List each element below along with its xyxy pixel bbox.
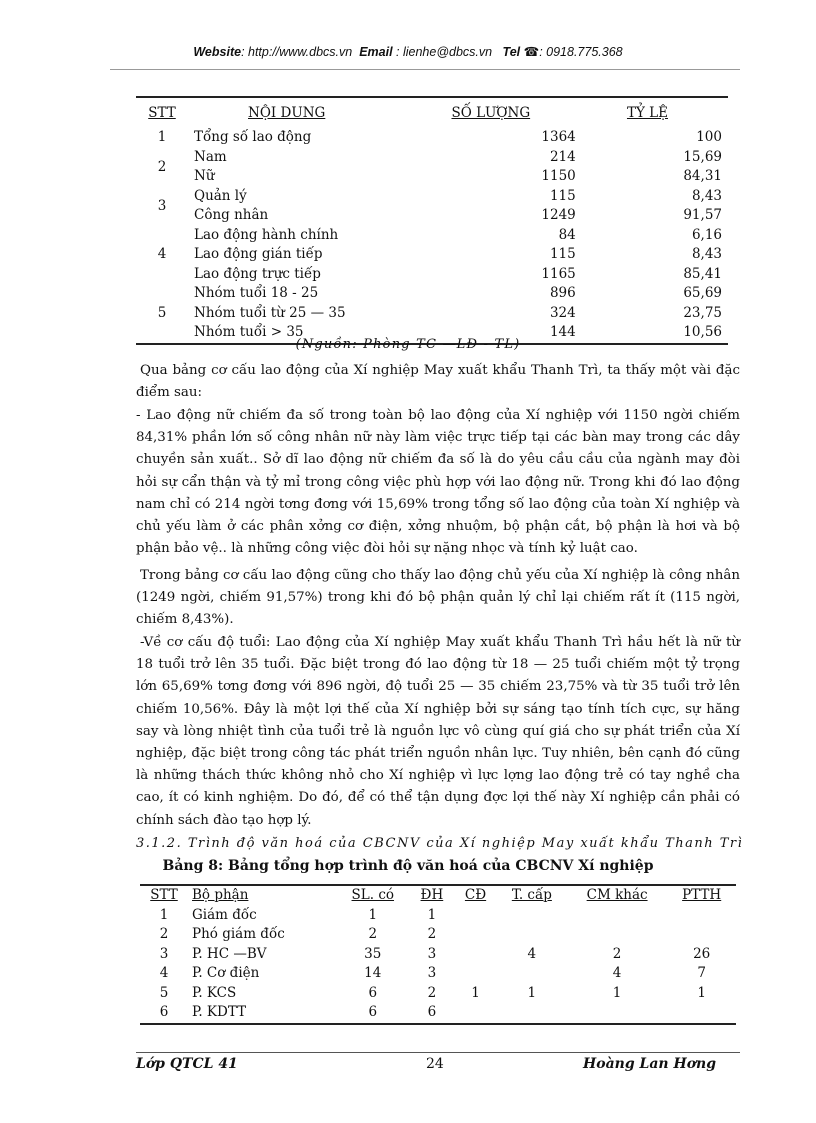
- table-row: Nhóm tuổi > 35 144 10,56: [194, 324, 722, 341]
- table-row: Nhóm tuổi từ 25 — 35 324 23,75: [194, 304, 722, 321]
- website-url[interactable]: : http://www.dbcs.vn: [241, 45, 353, 59]
- table-header-row: STT Bộ phận SL. có ĐH CĐ T. cấp CM khác PTTH: [150, 887, 722, 904]
- header-divider: [110, 69, 740, 70]
- website-label: Website: [193, 45, 242, 59]
- table-row: Nữ 1150 84,31: [194, 168, 722, 185]
- table-caption: Bảng 8: Bảng tổng hợp trình độ văn hoá của CBCNV Xí nghiệp: [162, 858, 654, 874]
- paragraph-gender: - Lao động nữ chiếm đa số trong toàn bộ lao động của Xí nghiệp với 1150 ngời chiếm 84,31% phần lớn số công nhân nữ này làm việc trực tiếp tại các bàn may trong các dây chuyền sản xuất.. Sở dĩ lao động nữ chiếm đa số là do yêu cầu cầu của ngành may đòi hỏi sự cẩn thận và tỷ mỉ trong công việc phù hợp với lao động nữ. Trong khi đó lao động nam chỉ có 214 ngời tơng đơng với 15,69% trong tổng số lao động của toàn Xí nghiệp và chủ yếu làm ở các phân xởng cơ điện, xởng nhuộm, bộ phận cắt, bộ phận là hơi và bộ phận bảo vệ.. là những công việc đòi hỏi sự nặng nhọc và tính kỷ luật cao.: [136, 408, 740, 557]
- email-label: Email: [359, 45, 393, 59]
- paragraph-workers: Trong bảng cơ cấu lao động cũng cho thấy lao động chủ yếu của Xí nghiệp là công nhân (1249 ngời, chiếm 91,57%) trong khi đó bộ phận quản lý chỉ lại chiếm rất ít (115 ngời, chiếm 8,43%).: [136, 568, 740, 628]
- page-footer: [136, 1056, 716, 1072]
- footer-author: Hoàng Lan Hơng: [583, 1056, 716, 1072]
- table-row: 4 P. Cơ điện 14 3 4 7: [159, 965, 706, 982]
- table-row: 2 Phó giám đốc 2 2: [159, 926, 437, 943]
- table-row: 2 Nam 214 15,69: [157, 148, 722, 175]
- footer-class: Lớp QTCL 41: [136, 1056, 238, 1072]
- footer-divider: [136, 1052, 740, 1053]
- table-row: 1 Giám đốc 1 1: [159, 906, 437, 923]
- table-row: 3 P. HC —BV 35 3 4 2 26: [159, 945, 711, 962]
- col-quantity: SỐ LƯỢNG: [451, 105, 531, 121]
- table-row: Lao động trực tiếp 1165 85,41: [194, 265, 722, 282]
- section-title: 3.1.2. Trình độ văn hoá của CBCNV của Xí nghiệp May xuất khẩu Thanh Trì: [136, 836, 744, 851]
- tel-label: Tel: [502, 45, 521, 59]
- tel-number: : 0918.775.368: [539, 45, 623, 59]
- paragraph-age: -Về cơ cấu độ tuổi: Lao động của Xí nghiệp May xuất khẩu Thanh Trì hầu hết là nữ từ 18 tuổi trở lên 35 tuổi. Đặc biệt trong đó lao động từ 18 — 25 tuổi chiếm một tỷ trọng lớn 65,69% tơng đơng với 896 ngời, độ tuổi 25 — 35 chiếm 23,75% và từ 35 tuổi trở lên chiếm 10,56%. Đây là một lợi thế của Xí nghiệp bởi sự sáng tạo tính tích cực, sự hăng say và lòng nhiệt tình của tuổi trẻ là nguồn lực vô cùng quí giá cho sự phát triển của Xí nghiệp, đặc biệt trong công tác phát triển nguồn nhân lực. Tuy nhiên, bên cạnh đó cũng là những thách thức không nhỏ cho Xí nghiệp vì lực lợng lao động trẻ có tay nghề cha cao, ít có kinh nghiệm. Do đó, để có thể tận dụng đợc lợi thế này Xí nghiệp cần phải có chính sách đào tạo hợp lý.: [136, 635, 740, 828]
- table-source-note: (Nguồn: Phòng TC —LĐ - TL): [295, 337, 521, 352]
- col-content: NỘI DUNG: [248, 105, 326, 121]
- table-row: 5 Nhóm tuổi 18 - 25 896 65,69: [157, 285, 722, 321]
- table-row: Lao động gián tiếp 115 8,43: [194, 246, 722, 263]
- table-row: 1 Tổng số lao động 1364 100: [157, 129, 722, 146]
- email-address[interactable]: : lienhe@dbcs.vn: [396, 45, 493, 59]
- col-ratio: TỶ LỆ: [626, 105, 668, 121]
- page-number: 24: [426, 1056, 444, 1072]
- page-header: [0, 44, 816, 59]
- table-row: Công nhân 1249 91,57: [194, 207, 722, 224]
- paragraph-intro: Qua bảng cơ cấu lao động của Xí nghiệp May xuất khẩu Thanh Trì, ta thấy một vài đặc điểm sau:: [136, 363, 740, 401]
- table-row: 6 P. KDTT 6 6: [159, 1004, 437, 1021]
- labor-structure-table: [136, 96, 728, 345]
- col-stt: STT: [148, 105, 176, 121]
- table-header-row: [136, 97, 728, 128]
- table-row: 3 Quản lý 115 8,43: [157, 187, 722, 214]
- table-row: 5 P. KCS 6 2 1 1 1 1: [159, 984, 706, 1001]
- table-row: 4 Lao động hành chính 84 6,16: [157, 226, 722, 263]
- education-level-table: [140, 884, 736, 1025]
- phone-icon: ☎: [523, 45, 540, 59]
